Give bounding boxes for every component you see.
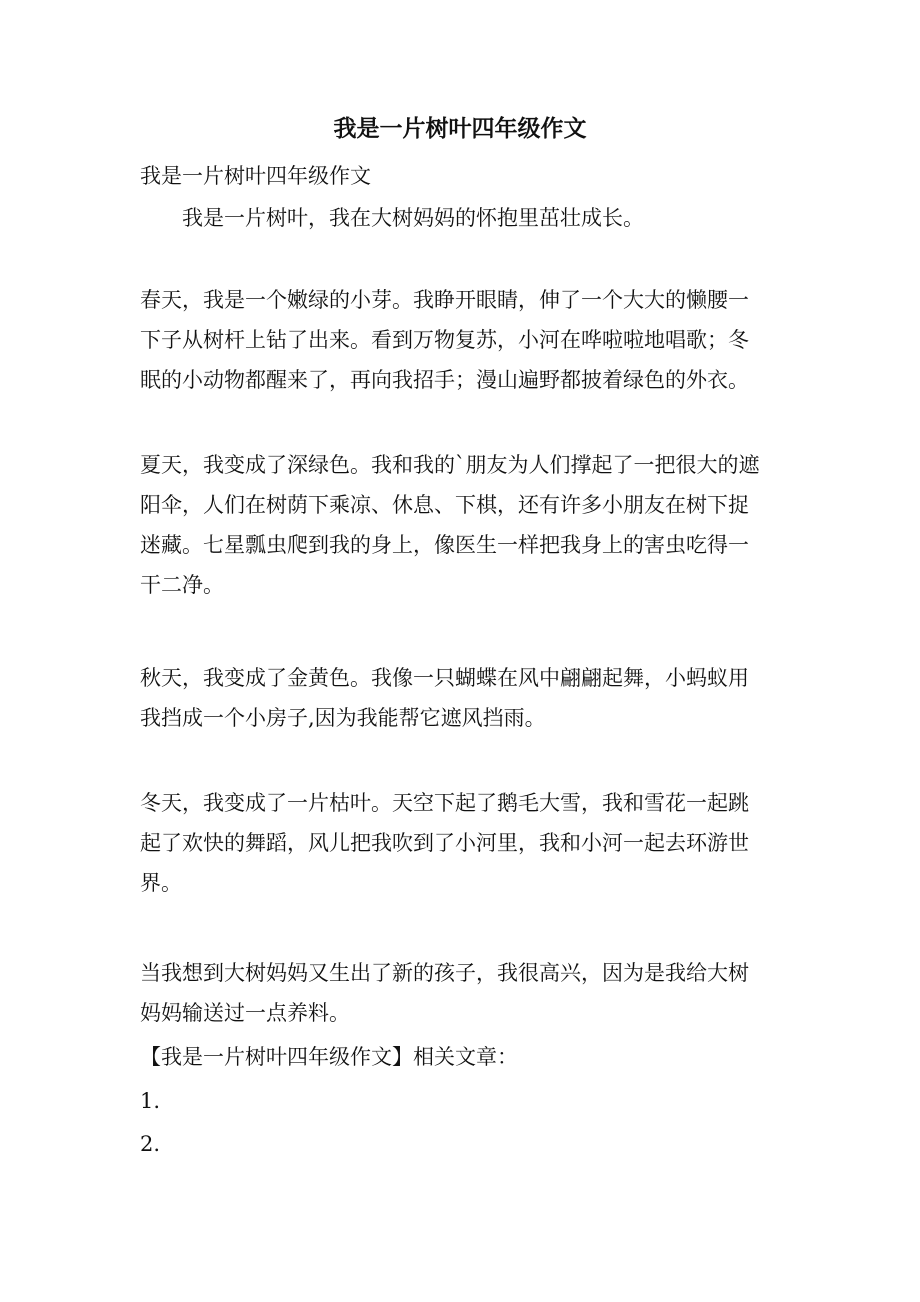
autumn-line: 秋天，我变成了金黄色。我像一只蝴蝶在风中翩翩起舞，小蚂蚁用 <box>140 666 749 690</box>
autumn-line: 我挡成一个小房子,因为我能帮它遮风挡雨。 <box>140 706 546 730</box>
spring-line: 春天，我是一个嫩绿的小芽。我睁开眼睛，伸了一个大大的懒腰一 <box>140 288 749 312</box>
intro-paragraph: 我是一片树叶，我在大树妈妈的怀抱里茁壮成长。 <box>182 206 644 230</box>
ending-paragraph <box>140 953 785 1033</box>
summer-line: 迷藏。七星瓢虫爬到我的身上，像医生一样把我身上的害虫吃得一 <box>140 533 749 557</box>
summer-line: 夏天，我变成了深绿色。我和我的`朋友为人们撑起了一把很大的遮 <box>140 453 760 477</box>
summer-line: 阳伞，人们在树荫下乘凉、休息、下棋，还有许多小朋友在树下捉 <box>140 493 749 517</box>
related-article-link[interactable]: 1. <box>140 1089 161 1113</box>
ending-line: 妈妈输送过一点养料。 <box>140 1001 350 1025</box>
ending-line: 当我想到大树妈妈又生出了新的孩子，我很高兴，因为是我给大树 <box>140 961 749 985</box>
summer-line: 干二净。 <box>140 573 224 597</box>
winter-paragraph <box>140 783 785 903</box>
document-subtitle: 我是一片树叶四年级作文 <box>140 164 371 188</box>
summer-paragraph <box>140 445 785 605</box>
spring-line: 下子从树杆上钻了出来。看到万物复苏，小河在哗啦啦地唱歌；冬 <box>140 328 749 352</box>
document-title: 我是一片树叶四年级作文 <box>333 115 587 142</box>
spring-paragraph <box>140 280 785 400</box>
spring-line: 眠的小动物都醒来了，再向我招手；漫山遍野都披着绿色的外衣。 <box>140 368 749 392</box>
winter-line: 界。 <box>140 871 182 895</box>
winter-line: 冬天，我变成了一片枯叶。天空下起了鹅毛大雪，我和雪花一起跳 <box>140 791 749 815</box>
winter-line: 起了欢快的舞蹈，风儿把我吹到了小河里，我和小河一起去环游世 <box>140 831 749 855</box>
related-article-link[interactable]: 2. <box>140 1132 161 1156</box>
autumn-paragraph <box>140 658 785 738</box>
related-articles-heading: 【我是一片树叶四年级作文】相关文章： <box>140 1045 518 1069</box>
